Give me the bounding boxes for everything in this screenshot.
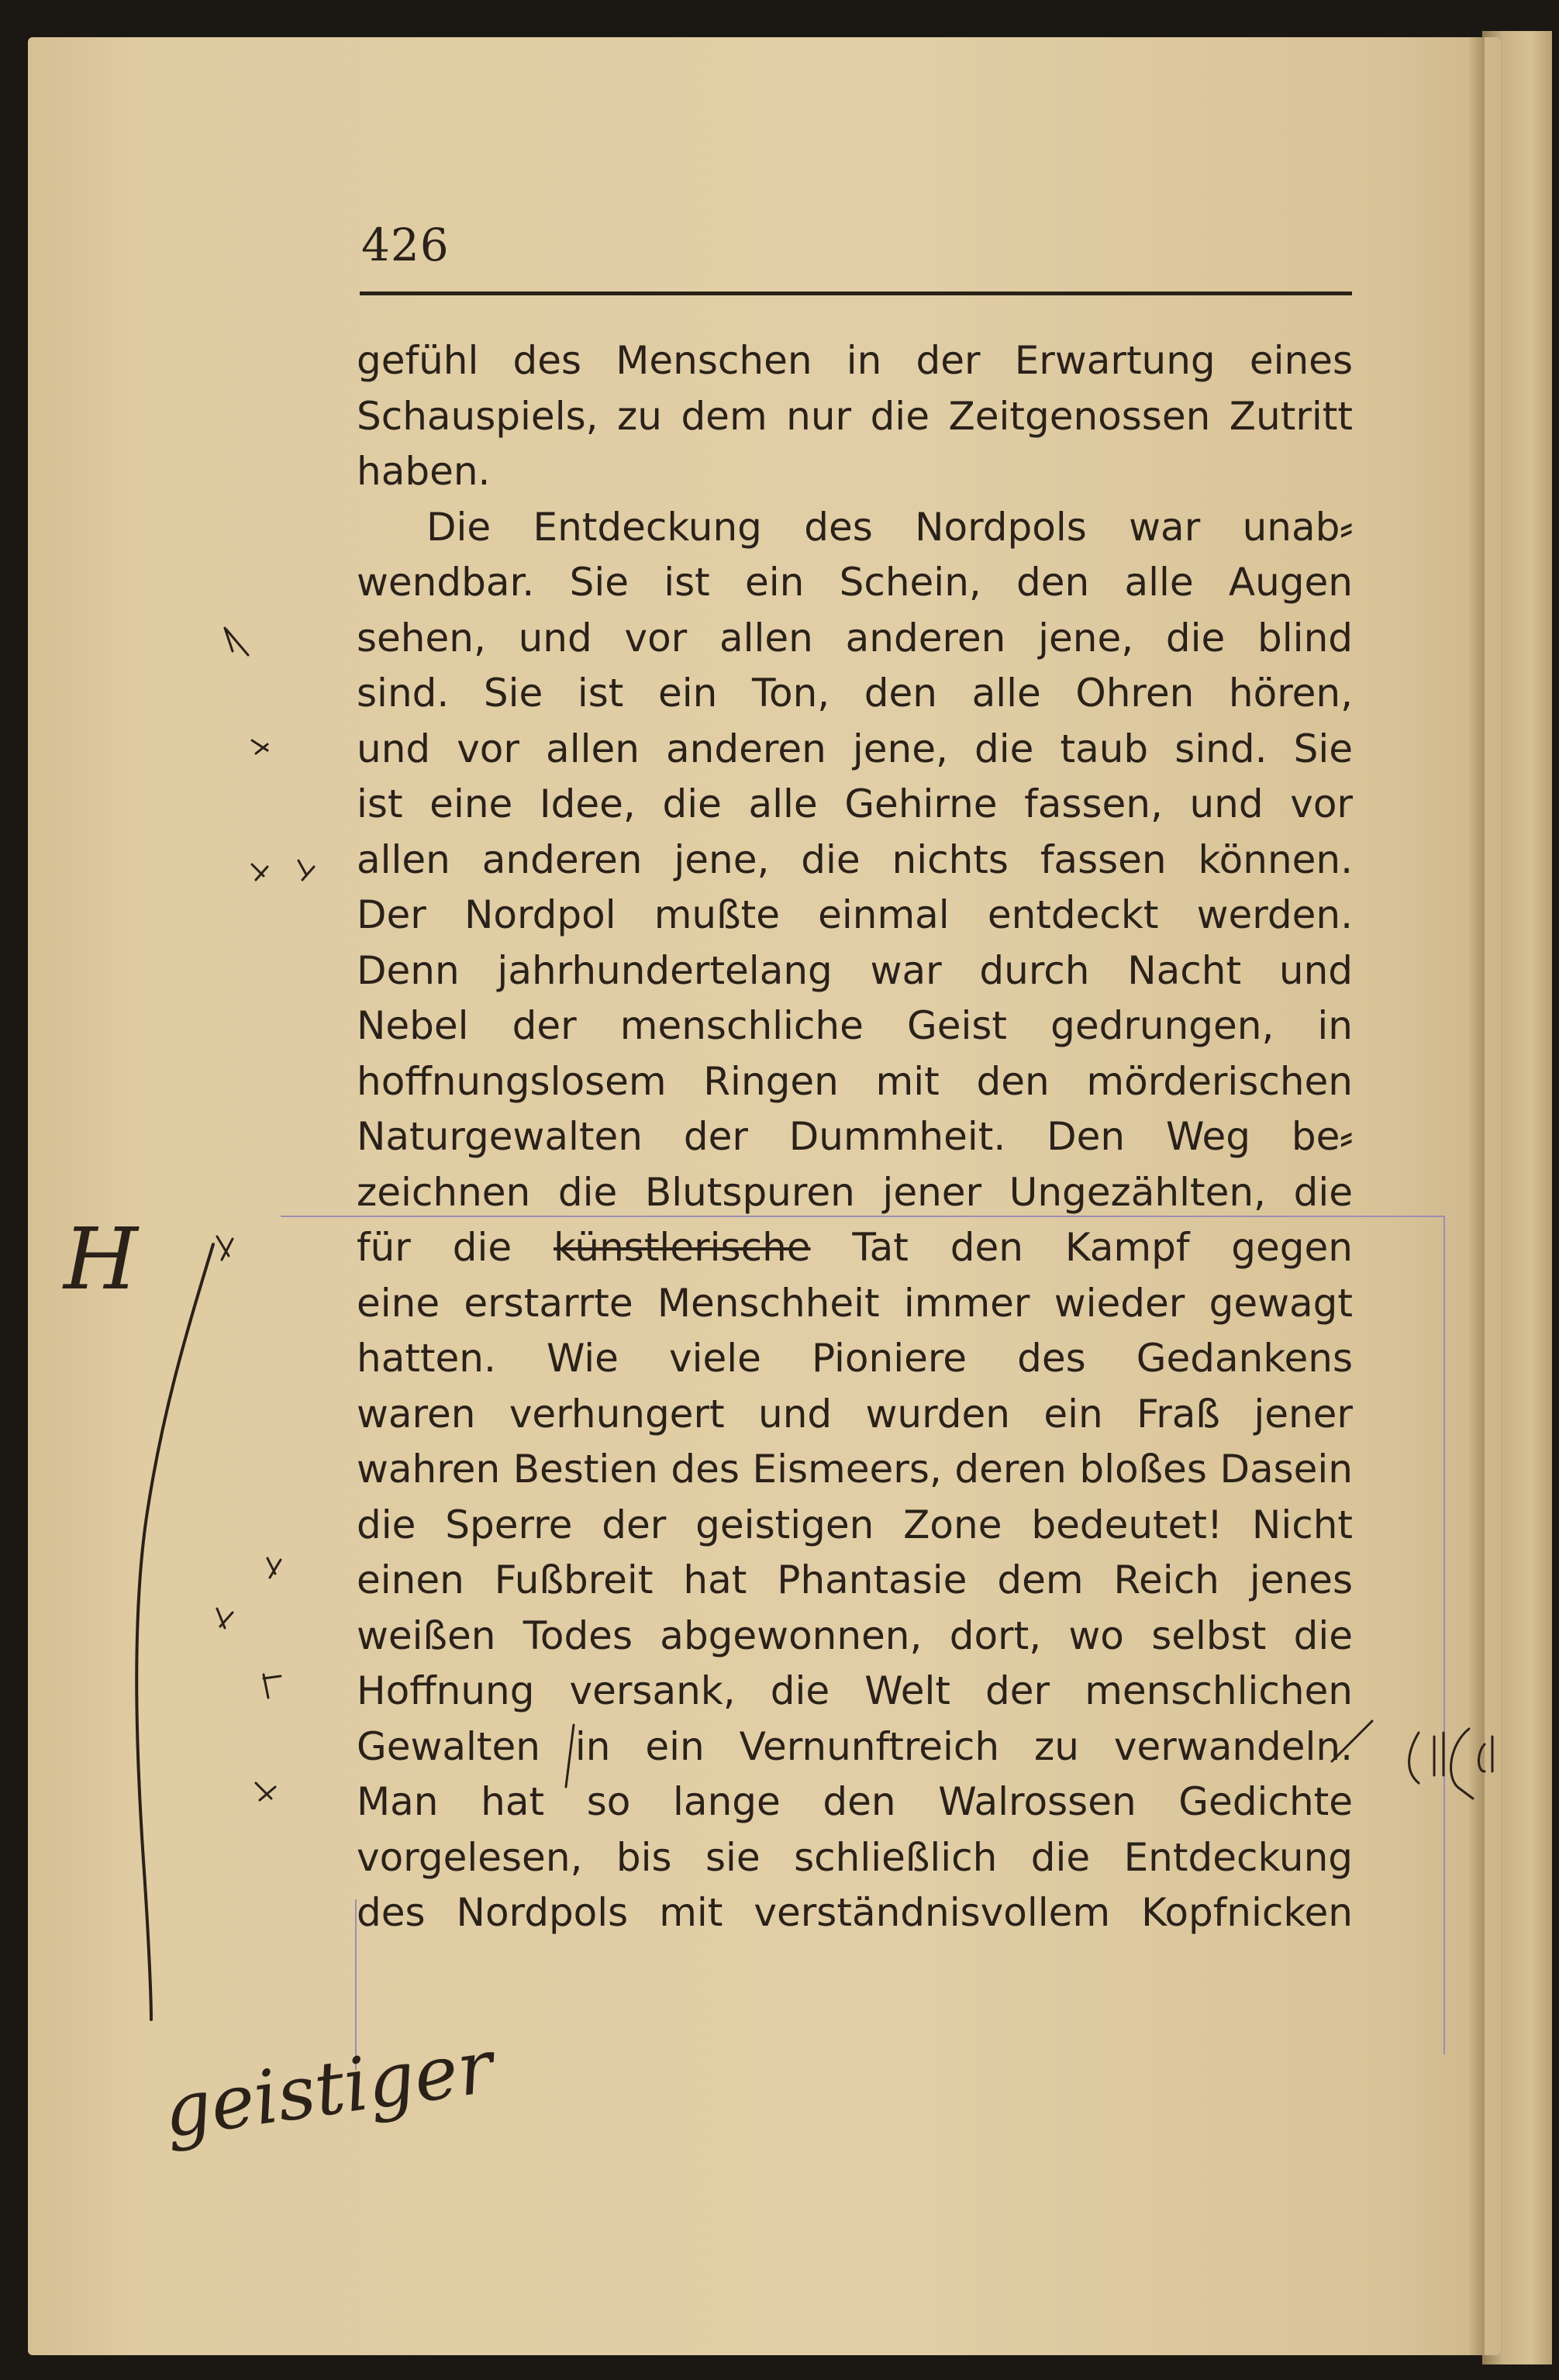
margin-tick (252, 861, 314, 880)
text-line: haben. (357, 449, 491, 494)
text-line: hoffnungslosem Ringen mit den mörderischen (357, 1058, 1353, 1104)
margin-tick (225, 628, 248, 655)
margin-tick (267, 1558, 281, 1578)
text-line: Man hat so lange den Walrossen Gedichte (357, 1779, 1353, 1824)
text-line: wendbar. Sie ist ein Schein, den alle Augen (357, 560, 1353, 605)
text-line: Naturgewalten der Dummheit. Den Weg be⸗ (357, 1114, 1353, 1159)
text-line: Nebel der menschliche Geist gedrungen, in (357, 1003, 1353, 1048)
margin-tick (252, 740, 267, 754)
text-line: eine erstarrte Menschheit immer wieder gewagt (357, 1280, 1353, 1326)
text-line: Denn jahrhundertelang war durch Nacht und (357, 947, 1353, 993)
text-line: wahren Bestien des Eismeers, deren bloßes Dasein (357, 1447, 1353, 1492)
text-line: Schauspiels, zu dem nur die Zeitgenossen Zutritt (357, 393, 1353, 439)
insertion-stroke (566, 1725, 574, 1787)
margin-tick (264, 1675, 281, 1698)
right-margin-mark (1409, 1733, 1443, 1783)
text-line: zeichnen die Blutspuren jener Ungezählten, die (357, 1169, 1353, 1215)
struck-word: künstlerische (553, 1225, 811, 1270)
text-line: Gewalten in ein Vernunftreich zu verwandeln. (357, 1723, 1353, 1769)
text-line: weißen Todes abgewonnen, dort, wo selbst die (357, 1613, 1353, 1658)
text-line: gefühl des Menschen in der Erwartung eines (357, 338, 1353, 383)
margin-tick (217, 1609, 233, 1628)
text-line: sehen, und vor allen anderen jene, die blind (357, 615, 1353, 661)
line-start: für die (357, 1225, 512, 1270)
text-line: waren verhungert und wurden ein Fraß jener (357, 1391, 1353, 1437)
text-line: allen anderen jene, die nichts fassen können. (357, 836, 1353, 882)
right-margin-mark-2 (1451, 1729, 1492, 1799)
margin-tick (256, 1783, 275, 1800)
text-line: und vor allen anderen jene, die taub sind. Sie (357, 726, 1353, 771)
text-line: Die Entdeckung des Nordpols war unab⸗ (426, 504, 1353, 550)
text-line: sind. Sie ist ein Ton, den alle Ohren hören, (357, 671, 1353, 716)
text-line: die Sperre der geistigen Zone bedeutet! Nicht (357, 1502, 1353, 1547)
margin-bracket-stroke (136, 1244, 213, 2020)
text-line: hatten. Wie viele Pioniere des Gedankens (357, 1336, 1353, 1381)
margin-handwritten-note: geistiger (158, 2023, 498, 2155)
text-line: des Nordpols mit verständnisvollem Kopfnicken (357, 1890, 1353, 1935)
text-line: ist eine Idee, die alle Gehirne fassen, und vor (357, 781, 1353, 826)
text-line: Hoffnung versank, die Welt der menschlichen (357, 1668, 1353, 1713)
text-line: Der Nordpol mußte einmal entdeckt werden. (357, 892, 1353, 937)
text-line: einen Fußbreit hat Phantasie dem Reich jenes (357, 1557, 1353, 1602)
margin-letter: H (64, 1209, 138, 1309)
text-line: vorgelesen, bis sie schließlich die Entdeckung (357, 1834, 1353, 1880)
insertion-stroke (1332, 1721, 1372, 1761)
page-number: 426 (361, 219, 450, 271)
margin-tick (217, 1237, 233, 1260)
line-end: Tat den Kampf gegen (852, 1225, 1353, 1270)
